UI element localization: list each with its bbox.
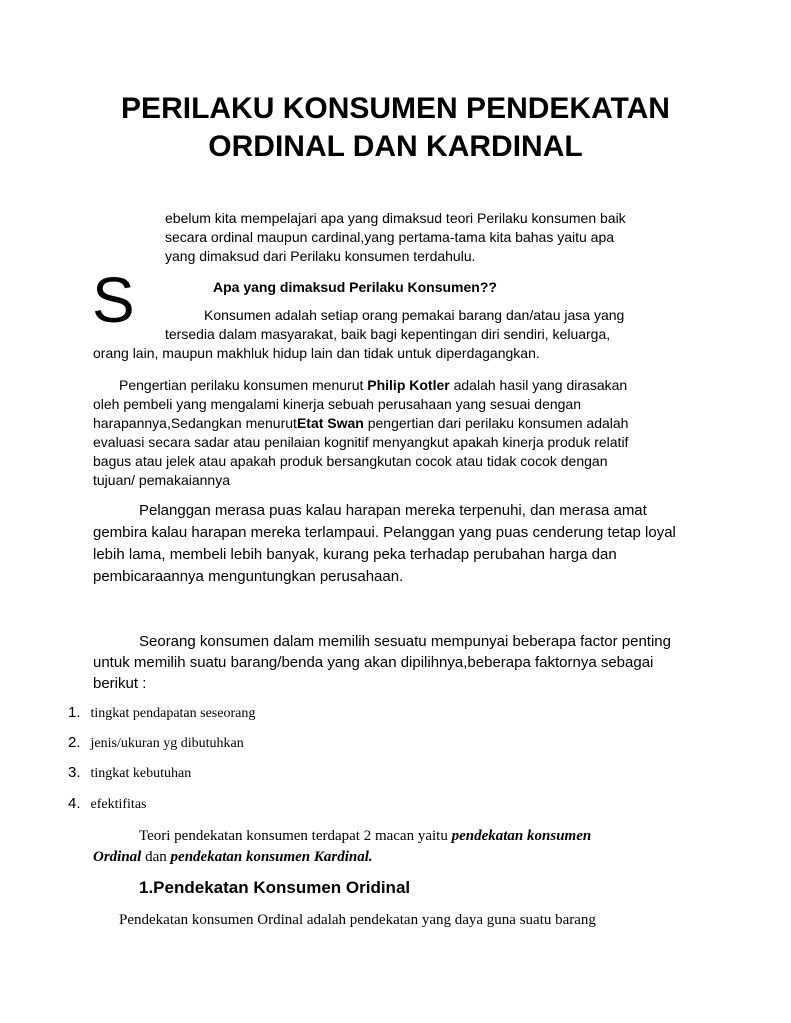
faktor-line-1: Seorang konsumen dalam memilih sesuatu mempunyai beberapa factor penting [139, 633, 671, 650]
intro-line-3: yang dimaksud dari Perilaku konsumen terdahulu. [165, 248, 476, 264]
kotler-text: pengertian dari perilaku konsumen adalah [363, 415, 629, 431]
intro-line-1: ebelum kita mempelajari apa yang dimaksud teori Perilaku konsumen baik [165, 210, 626, 226]
kotler-text: Pengertian perilaku konsumen menurut [119, 377, 368, 393]
kotler-text: adalah hasil yang dirasakan [449, 377, 628, 393]
list-item [68, 795, 147, 813]
kotler-line-6: tujuan/ pemakaiannya [93, 472, 230, 488]
kotler-name: Philip Kotler [367, 377, 450, 393]
list-number: 3. [68, 764, 81, 781]
page-title-line-1: PERILAKU KONSUMEN PENDEKATAN [121, 92, 670, 125]
pelanggan-line-3: lebih lama, membeli lebih banyak, kurang peka terhadap perubahan harga dan [93, 546, 617, 563]
list-text: tingkat kebutuhan [90, 766, 192, 781]
pelanggan-line-2: gembira kalau harapan mereka terlampaui. Pelanggan yang puas cenderung tetap loyal [93, 524, 676, 541]
teori-text: dan [141, 849, 171, 865]
teori-line-1 [139, 827, 591, 845]
kotler-line-4: evaluasi secara sadar atau penilaian kognitif menyangkut apakah kinerja produk relatif [93, 434, 629, 450]
kotler-line-1 [119, 376, 627, 394]
faktor-line-3: berikut : [93, 675, 147, 692]
definition-line-1: Konsumen adalah setiap orang pemakai barang dan/atau jasa yang [204, 307, 625, 323]
faktor-line-2: untuk memilih suatu barang/benda yang akan dipilihnya,beberapa faktornya sebagai [93, 654, 654, 671]
pelanggan-line-1: Pelanggan merasa puas kalau harapan mereka terpenuhi, dan merasa amat [139, 502, 647, 519]
list-item [68, 764, 191, 782]
teori-line-2 [93, 848, 373, 866]
teori-emphasis: pendekatan konsumen [451, 828, 592, 844]
kotler-text: harapannya,Sedangkan menurut [93, 415, 297, 431]
list-text: efektifitas [90, 797, 147, 812]
teori-emphasis: Ordinal [93, 849, 142, 865]
list-text: jenis/ukuran yg dibutuhkan [90, 736, 244, 751]
page-title-line-2: ORDINAL DAN KARDINAL [208, 130, 583, 163]
teori-emphasis: pendekatan konsumen Kardinal. [170, 849, 373, 865]
drop-cap: S [92, 264, 135, 336]
list-number: 2. [68, 734, 81, 751]
list-number: 4. [68, 795, 81, 812]
pelanggan-line-4: pembicaraannya menguntungkan perusahaan. [93, 568, 404, 585]
teori-text: Teori pendekatan konsumen terdapat 2 macan yaitu [139, 828, 452, 844]
section-heading: 1.Pendekatan Konsumen Oridinal [139, 878, 411, 897]
kotler-line-3 [93, 414, 628, 432]
kotler-line-2: oleh pembeli yang mengalami kinerja sebuah perusahaan yang sesuai dengan [93, 396, 582, 412]
list-number: 1. [68, 704, 81, 721]
definition-line-2: tersedia dalam masyarakat, baik bagi kepentingan diri sendiri, keluarga, [165, 326, 611, 342]
list-text: tingkat pendapatan seseorang [90, 706, 256, 721]
list-item [68, 734, 244, 752]
section-line-1: Pendekatan konsumen Ordinal adalah pendekatan yang daya guna suatu barang [119, 912, 596, 928]
kotler-line-5: bagus atau jelek atau apakah produk bersangkutan cocok atau tidak cocok dengan [93, 453, 608, 469]
list-item [68, 704, 255, 722]
intro-line-2: secara ordinal maupun cardinal,yang pertama-tama kita bahas yaitu apa [165, 229, 615, 245]
definition-line-3: orang lain, maupun makhluk hidup lain dan tidak untuk diperdagangkan. [93, 345, 540, 361]
question-heading: Apa yang dimaksud Perilaku Konsumen?? [213, 279, 497, 295]
swan-name: Etat Swan [296, 415, 364, 431]
